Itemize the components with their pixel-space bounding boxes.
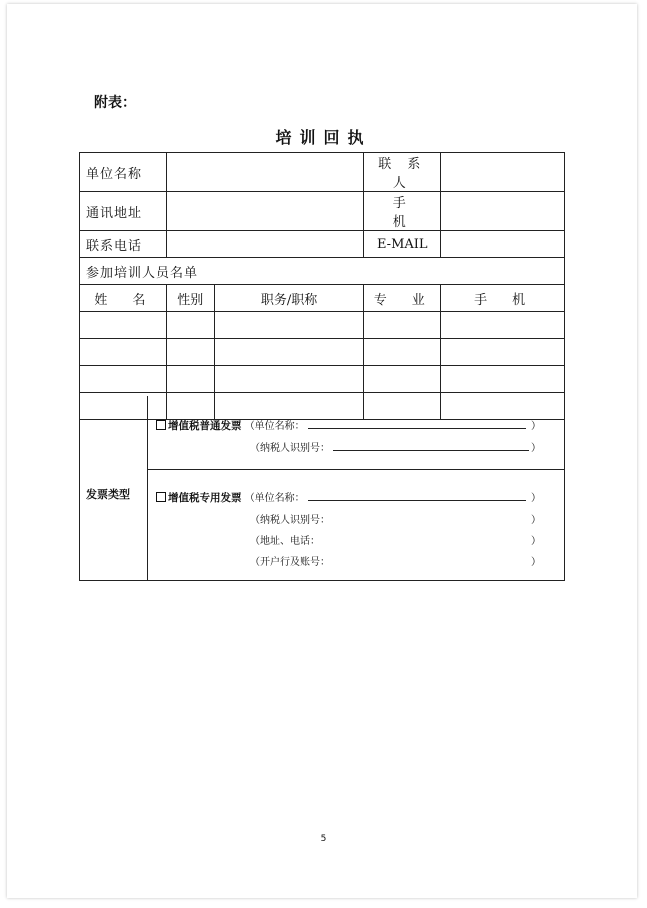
divider [147,469,564,470]
invoice-type-cell [80,396,148,580]
close-paren: ） [531,421,541,432]
cell[interactable] [364,366,441,393]
unit-row [80,153,565,192]
receipt-form-table [79,152,565,420]
table-row [80,339,565,366]
contact-person-field[interactable] [441,153,565,192]
close-paren: ） [531,557,541,568]
special-bank-account-label: （开户行及账号： [250,557,330,568]
invoice-type-label: 发票类型 [86,488,130,501]
address-label: 通讯地址 [80,192,167,231]
address-field[interactable] [166,192,363,231]
phone-label: 联系电话 [80,231,167,258]
normal-invoice-label: 增值税普通发票 [168,420,242,432]
attendee-section-row [80,258,565,285]
cell[interactable] [214,312,364,339]
checkbox-icon[interactable] [156,492,166,502]
attendee-header-row [80,285,565,312]
col-position: 职务/职称 [214,285,364,312]
normal-taxpayer-row [250,439,529,454]
special-address-phone-label: （地址、电话： [250,536,320,547]
special-invoice-option[interactable] [156,489,526,505]
normal-invoice-option[interactable] [156,417,526,433]
special-invoice-label: 增值税专用发票 [168,492,242,504]
address-row [80,192,565,231]
unit-name-field[interactable] [166,153,363,192]
col-major: 专 业 [364,285,441,312]
form-title: 培训回执 [275,128,372,147]
special-unit-name-field[interactable] [308,491,526,501]
col-gender: 性别 [166,285,214,312]
email-label: E-MAIL [364,231,441,258]
cell[interactable] [214,339,364,366]
mobile-label: 手 机 [364,192,441,231]
cell[interactable] [364,312,441,339]
cell[interactable] [214,366,364,393]
appendix-label: 附表： [94,95,136,111]
close-paren: ） [531,443,541,454]
cell[interactable] [166,312,214,339]
normal-taxpayer-label: （纳税人识别号： [250,443,330,454]
mobile-field[interactable] [441,192,565,231]
normal-unit-name-field[interactable] [308,419,526,429]
cell[interactable] [441,366,565,393]
phone-field[interactable] [166,231,363,258]
cell[interactable] [364,339,441,366]
close-paren: ） [531,515,541,526]
cell[interactable] [80,339,167,366]
cell[interactable] [166,339,214,366]
col-name: 姓 名 [80,285,167,312]
invoice-section [79,396,565,581]
normal-unit-name-label: （单位名称： [244,421,305,432]
email-field[interactable] [441,231,565,258]
col-mobile: 手 机 [441,285,565,312]
unit-name-label: 单位名称 [80,153,167,192]
normal-taxpayer-field[interactable] [333,441,529,451]
attendee-section-title: 参加培训人员名单 [80,258,565,285]
checkbox-icon[interactable] [156,420,166,430]
cell[interactable] [80,312,167,339]
contact-person-label: 联 系 人 [364,153,441,192]
special-taxpayer-label: （纳税人识别号： [250,515,330,526]
close-paren: ） [531,493,541,504]
cell[interactable] [166,366,214,393]
close-paren: ） [531,536,541,547]
cell[interactable] [80,366,167,393]
table-row [80,312,565,339]
phone-row [80,231,565,258]
special-unit-name-label: （单位名称： [244,493,305,504]
cell[interactable] [441,312,565,339]
page-number: 5 [320,834,327,844]
table-row [80,366,565,393]
cell[interactable] [441,339,565,366]
